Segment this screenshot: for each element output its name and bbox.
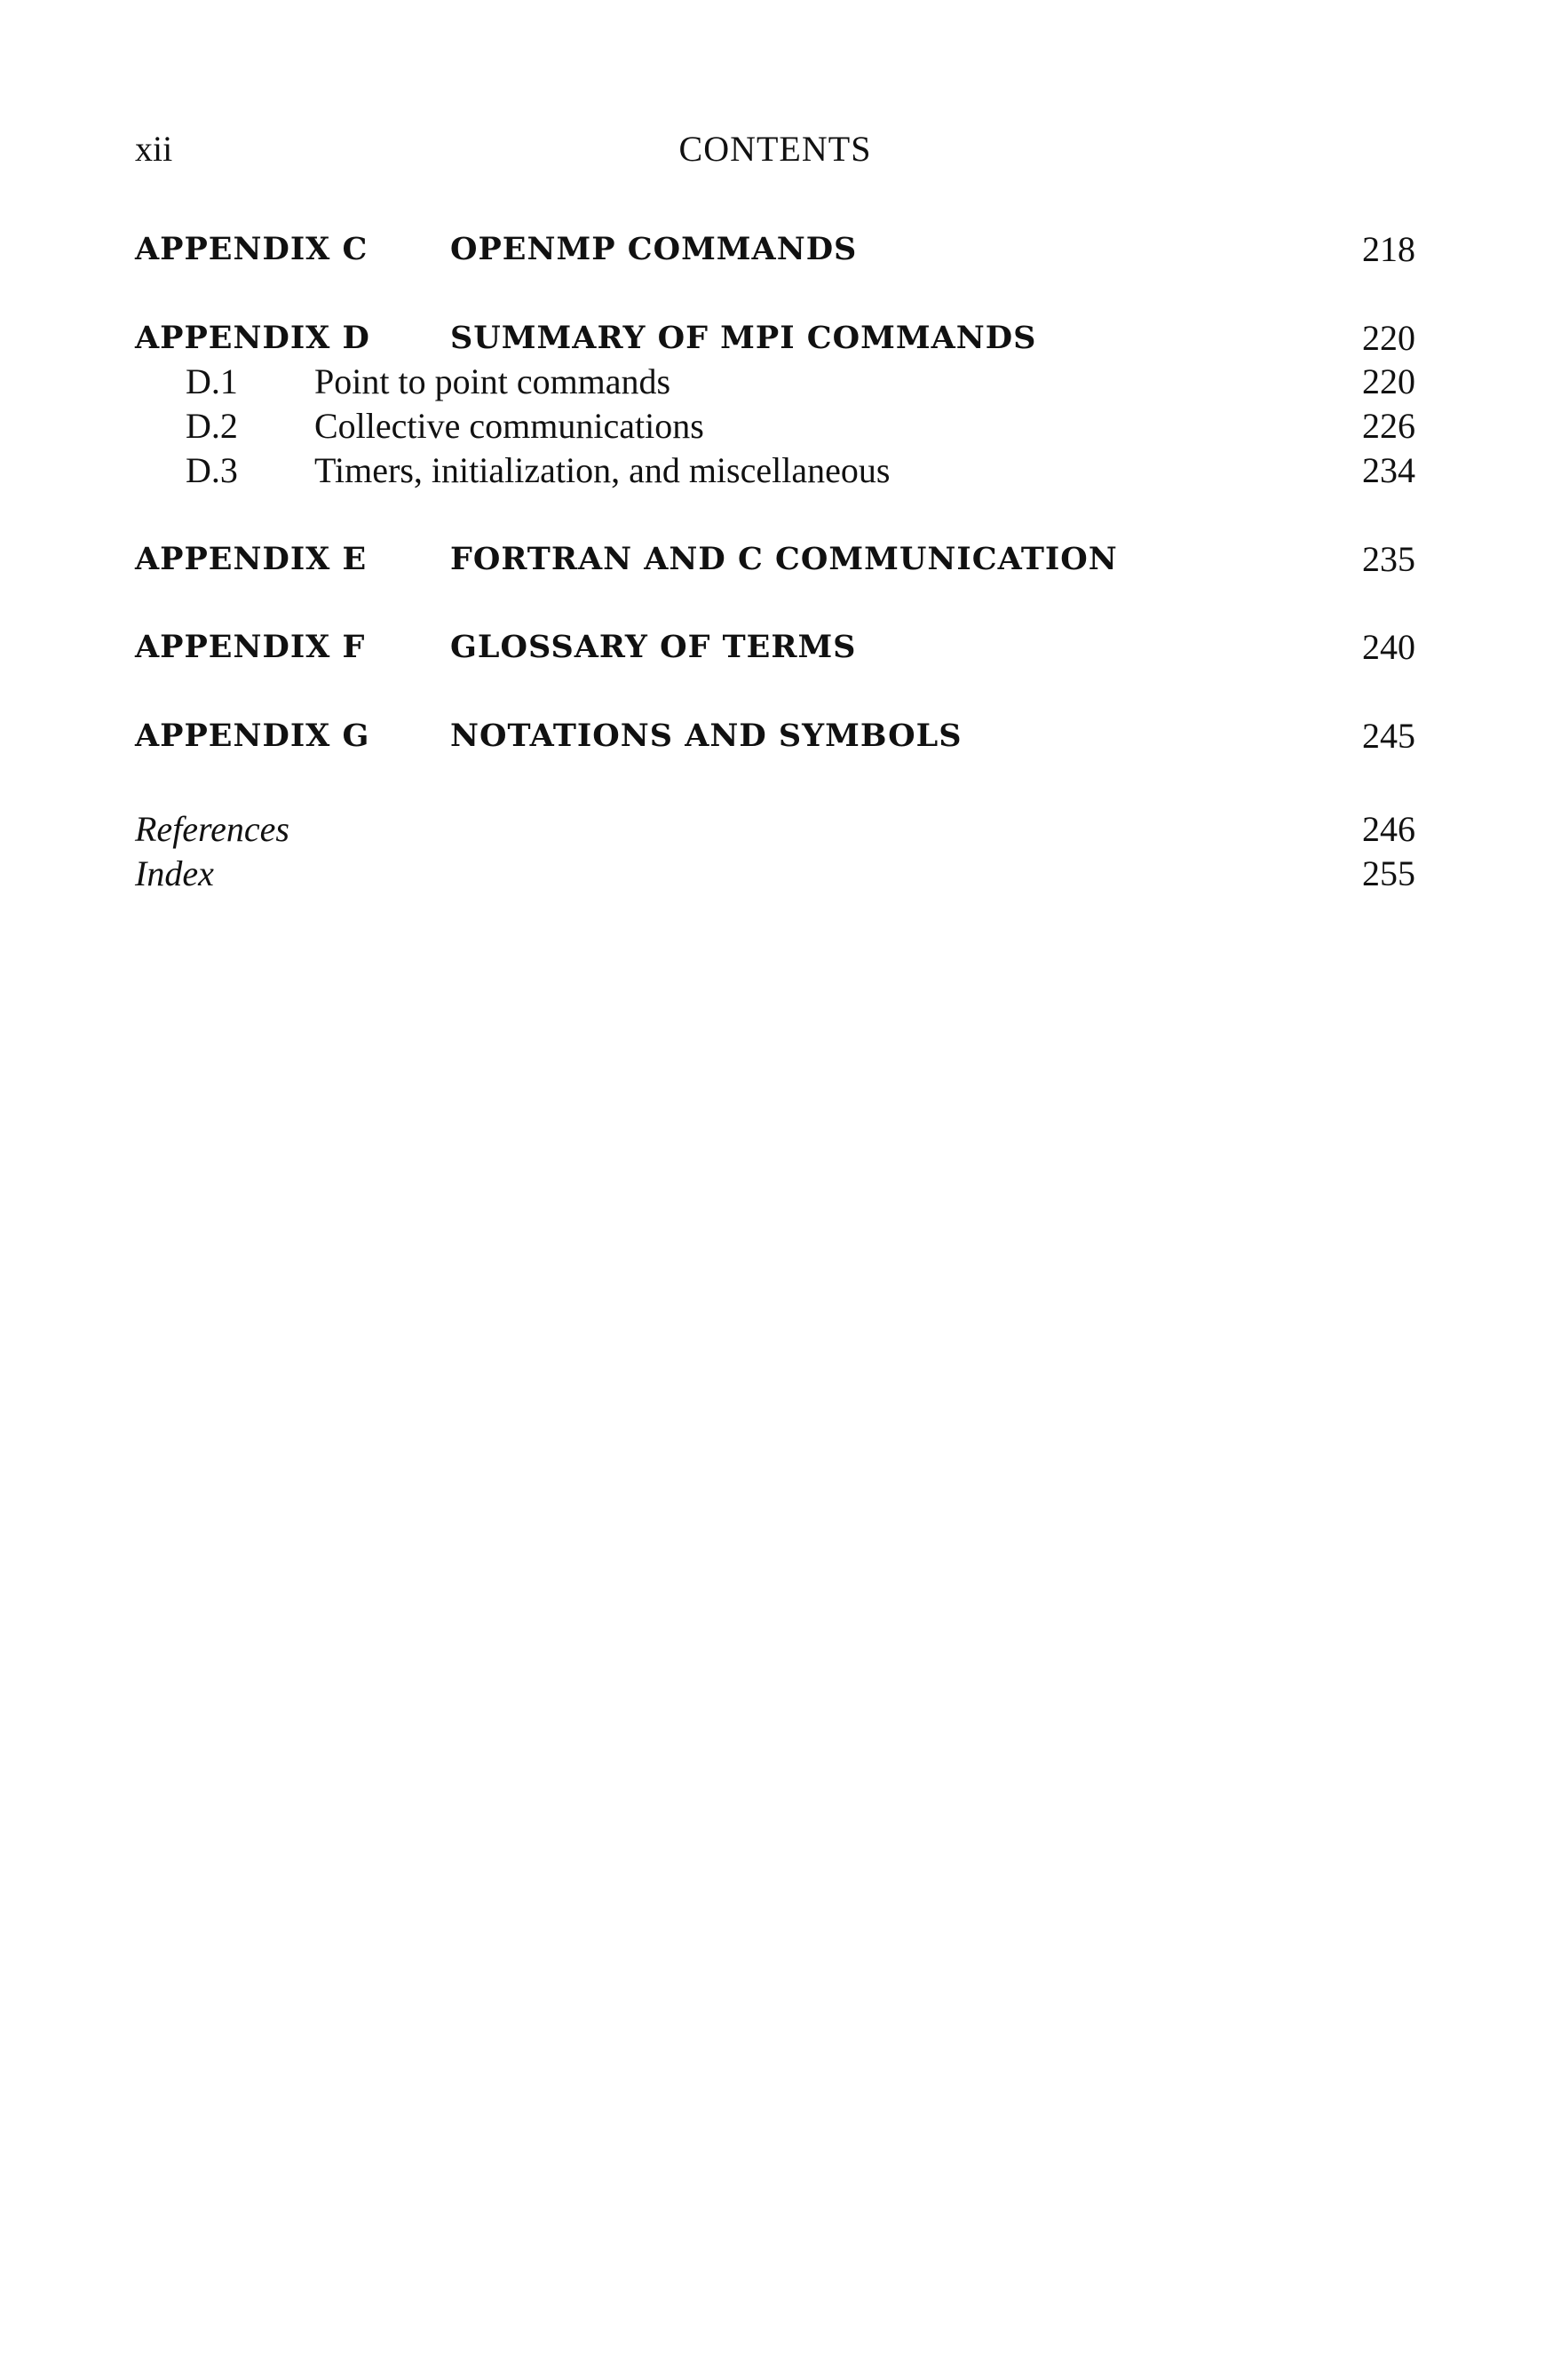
page-number: 235 — [1362, 539, 1415, 579]
appendix-title: GLOSSARY OF TERMS — [450, 629, 857, 665]
section-title: Timers, initialization, and miscellaneous — [314, 450, 891, 490]
appendix-label: APPENDIX G — [135, 718, 370, 754]
toc-entry-appendix-g[interactable] — [135, 713, 1415, 759]
toc-entry-index[interactable] — [135, 851, 1415, 897]
page-number: 255 — [1362, 853, 1415, 893]
toc-entry-appendix-f[interactable] — [135, 624, 1415, 670]
appendix-label: APPENDIX C — [135, 231, 368, 267]
section-number: D.2 — [186, 406, 238, 446]
toc-entry-appendix-d[interactable] — [135, 315, 1415, 361]
section-number: D.3 — [186, 450, 238, 490]
page-number: 240 — [1362, 627, 1415, 667]
back-matter-label: References — [135, 809, 289, 849]
section-title: Point to point commands — [314, 361, 671, 401]
toc-entry-appendix-e[interactable] — [135, 536, 1415, 583]
page-number: 218 — [1362, 229, 1415, 269]
toc-entry-section-d2[interactable] — [135, 403, 1415, 449]
back-matter-label: Index — [135, 853, 214, 893]
section-title: Collective communications — [314, 406, 704, 446]
appendix-label: APPENDIX F — [135, 629, 366, 665]
page-folio: xii — [135, 129, 173, 169]
appendix-title: SUMMARY OF MPI COMMANDS — [450, 320, 1037, 356]
toc-entry-appendix-c[interactable] — [135, 226, 1415, 273]
appendix-label: APPENDIX E — [135, 541, 368, 577]
running-head — [135, 127, 1415, 171]
section-number: D.1 — [186, 361, 238, 401]
page-number: 245 — [1362, 716, 1415, 756]
page-number: 220 — [1362, 361, 1415, 401]
toc-entry-references[interactable] — [135, 806, 1415, 853]
page-number: 226 — [1362, 406, 1415, 446]
appendix-label: APPENDIX D — [135, 320, 370, 356]
appendix-title: FORTRAN AND C COMMUNICATION — [450, 541, 1118, 577]
page-number: 220 — [1362, 318, 1415, 358]
appendix-title: NOTATIONS AND SYMBOLS — [450, 718, 963, 754]
toc-entry-section-d1[interactable] — [135, 359, 1415, 405]
running-head-title: CONTENTS — [678, 129, 872, 169]
page-number: 246 — [1362, 809, 1415, 849]
toc-entry-section-d3[interactable] — [135, 448, 1415, 494]
appendix-title: OPENMP COMMANDS — [450, 231, 858, 267]
page-number: 234 — [1362, 450, 1415, 490]
